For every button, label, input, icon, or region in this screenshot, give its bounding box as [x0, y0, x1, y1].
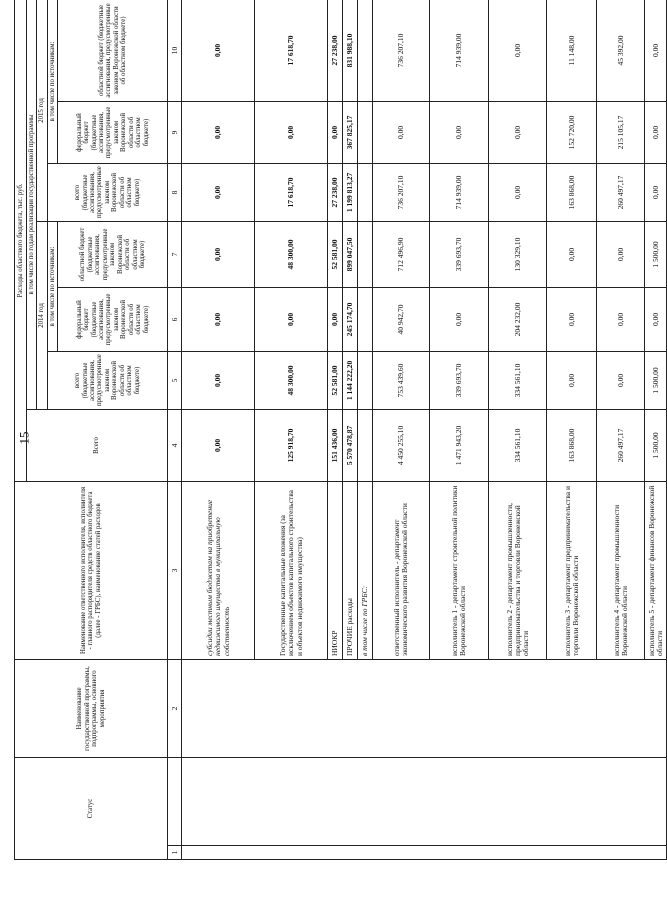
cell-value: 0,00 — [182, 409, 255, 481]
cell-value: 339 693,70 — [430, 221, 489, 287]
cell-value: 831 988,10 — [343, 0, 358, 101]
cell-value: 1 471 943,20 — [430, 409, 489, 481]
col-number: 1 — [168, 846, 182, 860]
cell-value: 334 561,10 — [489, 351, 547, 409]
cell-value: 215 105,17 — [597, 101, 645, 163]
expenses-table — [14, 0, 667, 860]
cell-value: 0,00 — [547, 287, 597, 351]
row-name: НИОКР — [328, 481, 343, 659]
cell-value: 0,00 — [328, 287, 343, 351]
cell-value: 17 618,70 — [255, 0, 328, 101]
header-regional-2014: областной бюджет (бюджетные ассигнования, предусмотренные законом Воронежской области об областном бюджете) — [58, 221, 168, 287]
cell-value: 152 720,00 — [547, 101, 597, 163]
cell-value: 714 939,00 — [430, 163, 489, 221]
cell-value: 899 047,50 — [343, 221, 358, 287]
col-number: 3 — [168, 481, 182, 659]
cell-value: 0,00 — [182, 287, 255, 351]
cell-value: 0,00 — [182, 101, 255, 163]
cell-value: 1 500,00 — [645, 409, 667, 481]
cell-value: 736 207,10 — [373, 163, 430, 221]
cell-value — [358, 0, 373, 101]
cell-value: 40 942,70 — [373, 287, 430, 351]
row-name: исполнитель 3 - департамент предпринимательства и торговли Воронежской области — [547, 481, 597, 659]
col-number — [168, 757, 182, 845]
cell-value: 0,00 — [255, 287, 328, 351]
cell-value: 1 199 813,27 — [343, 163, 358, 221]
cell-value: 48 300,00 — [255, 351, 328, 409]
cell-value: 0,00 — [597, 287, 645, 351]
cell-value: 204 232,00 — [489, 287, 547, 351]
cell-value — [358, 351, 373, 409]
header-federal-2014: федеральный бюджет (бюджетные ассигнования, предусмотренные законом Воронежской области об областном бюджете) — [58, 287, 168, 351]
cell-value: 0,00 — [182, 0, 255, 101]
cell-value: 753 439,60 — [373, 351, 430, 409]
header-federal-2015: федеральный бюджет (бюджетные ассигнования, предусмотренные законом Воронежской области об областном бюджете) — [58, 101, 168, 163]
row-name: субсидии местным бюджетам на приобретение недвижимого имущества в муниципальную собственность — [182, 481, 255, 659]
cell-value: 0,00 — [547, 221, 597, 287]
col-number: 7 — [168, 221, 182, 287]
cell-value: 11 148,00 — [547, 0, 597, 101]
header-by-years: в том числе по годам реализации государственной программы — [27, 0, 37, 409]
col-number: 5 — [168, 351, 182, 409]
cell-value: 0,00 — [182, 221, 255, 287]
cell-value: 339 693,70 — [430, 351, 489, 409]
page-number: 15 — [16, 431, 32, 445]
cell-value: 151 436,00 — [328, 409, 343, 481]
cell-value: 1 144 222,20 — [343, 351, 358, 409]
cell-value: 0,00 — [645, 163, 667, 221]
col-number: 2 — [168, 659, 182, 757]
cell-value: 334 561,10 — [489, 409, 547, 481]
cell-value: 0,00 — [489, 163, 547, 221]
cell-value: 714 939,00 — [430, 0, 489, 101]
row-name: исполнитель 5 - департамент финансов Воронежской области — [645, 481, 667, 659]
header-year-2014: 2014 год — [37, 221, 47, 409]
cell-value: 0,00 — [645, 101, 667, 163]
cell-value: 260 497,17 — [597, 163, 645, 221]
header-executor: Наименование ответственного исполнителя, исполнителя - главного распорядителя средств областного бюджета (далее - ГРБС), наименование статей расходов — [15, 481, 168, 659]
cell-value — [358, 101, 373, 163]
row-name: Государственные капитальные вложения (за исключением объектов капитального строительства и объектов недвижимого имущества) — [255, 481, 328, 659]
cell-value: 45 392,00 — [597, 0, 645, 101]
status-cell — [182, 757, 667, 845]
header-total-budget-2014: всего (бюджетные ассигнования, предусмотренные законом Воронежской области об областном бюджете) — [47, 351, 167, 409]
cell-value: 0,00 — [182, 351, 255, 409]
cell-value: 0,00 — [328, 101, 343, 163]
row-name: ответственный исполнитель - департамент экономического развития Воронежской области — [373, 481, 430, 659]
cell-value: 1 500,00 — [645, 221, 667, 287]
cell-value: 0,00 — [489, 101, 547, 163]
cell-value: 48 300,00 — [255, 221, 328, 287]
row-name: исполнитель 4 - департамент промышленности Воронежской области — [597, 481, 645, 659]
cell-value: 27 238,00 — [328, 0, 343, 101]
rotated-table-container — [14, 0, 664, 860]
cell-value: 130 329,10 — [489, 221, 547, 287]
cell-value: 712 496,90 — [373, 221, 430, 287]
status-cell — [182, 846, 667, 860]
cell-value — [358, 287, 373, 351]
cell-value: 367 825,17 — [343, 101, 358, 163]
cell-value: 260 497,17 — [597, 409, 645, 481]
col-number: 10 — [168, 0, 182, 101]
cell-value: 5 570 478,87 — [343, 409, 358, 481]
cell-value: 163 868,00 — [547, 409, 597, 481]
cell-value: 0,00 — [430, 287, 489, 351]
cell-value: 245 174,70 — [343, 287, 358, 351]
cell-value: 0,00 — [597, 221, 645, 287]
header-year-2015: 2015 год — [37, 0, 47, 221]
cell-value: 125 918,70 — [255, 409, 328, 481]
cell-value: 0,00 — [597, 351, 645, 409]
cell-value: 17 618,70 — [255, 163, 328, 221]
cell-value — [358, 163, 373, 221]
cell-value: 0,00 — [255, 101, 328, 163]
header-expenses: Расходы областного бюджета, тыс. руб. — [15, 0, 27, 481]
cell-value: 0,00 — [373, 101, 430, 163]
header-sources-2014: в том числе по источникам: — [47, 221, 57, 351]
cell-value: 52 581,00 — [328, 351, 343, 409]
program-cell — [182, 659, 667, 757]
cell-value: 163 868,00 — [547, 163, 597, 221]
col-number: 8 — [168, 163, 182, 221]
cell-value: 0,00 — [645, 287, 667, 351]
header-status: Статус — [15, 757, 168, 859]
col-number: 4 — [168, 409, 182, 481]
cell-value: 0,00 — [430, 101, 489, 163]
cell-value: 0,00 — [645, 0, 667, 101]
col-number: 6 — [168, 287, 182, 351]
cell-value: 1 500,00 — [645, 351, 667, 409]
cell-value: 27 238,00 — [328, 163, 343, 221]
header-total-budget-2015: всего (бюджетные ассигнования, предусмотренные законом Воронежской области об областном бюджете) — [47, 163, 167, 221]
row-name: ПРОЧИЕ расходы — [343, 481, 358, 659]
cell-value — [358, 409, 373, 481]
header-program: Наименование государственной программы, подпрограммы, основного мероприятия — [15, 659, 168, 757]
cell-value: 0,00 — [182, 163, 255, 221]
cell-value: 4 450 255,10 — [373, 409, 430, 481]
cell-value — [358, 221, 373, 287]
table-row — [182, 0, 255, 860]
header-total: Всего — [27, 409, 168, 481]
cell-value: 736 207,10 — [373, 0, 430, 101]
row-name: исполнитель 2 - департамент промышленности, предпринимательства и торговли Воронежской области — [489, 481, 547, 659]
cell-value: 52 581,00 — [328, 221, 343, 287]
header-regional-2015: областной бюджет (бюджетные ассигнования, предусмотренные законом Воронежской области об областном бюджете) — [58, 0, 168, 101]
cell-value: 0,00 — [489, 0, 547, 101]
row-name: в том числе по ГРБС: — [358, 481, 373, 659]
cell-value: 0,00 — [547, 351, 597, 409]
row-name: исполнитель 1 - департамент строительной политики Воронежской области — [430, 481, 489, 659]
header-sources-2015: в том числе по источникам: — [47, 0, 57, 163]
col-number: 9 — [168, 101, 182, 163]
